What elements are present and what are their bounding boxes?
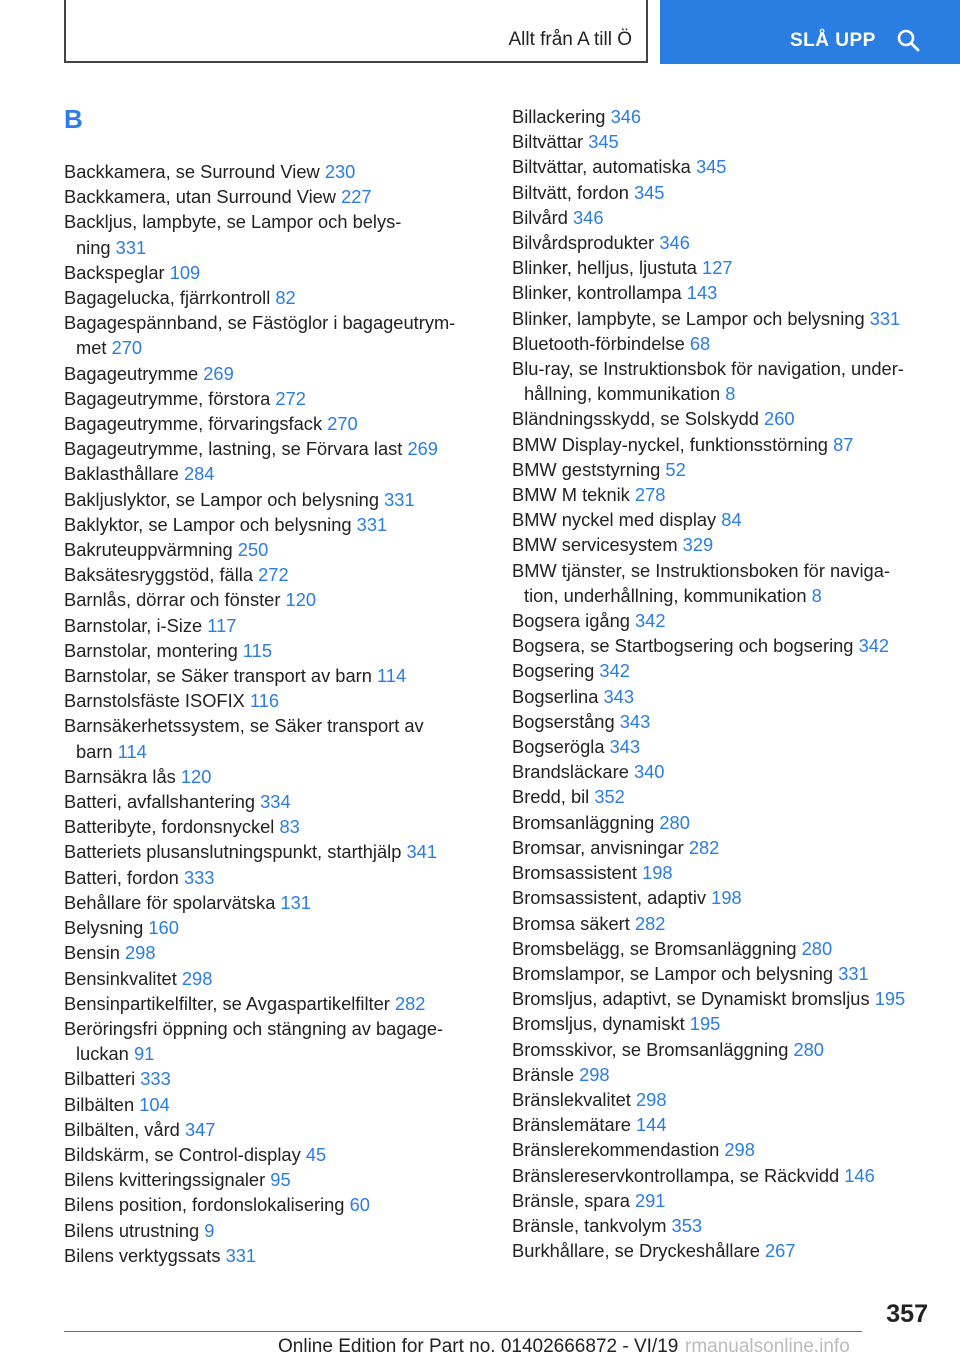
entry-text: Bränslereservkontrollampa, se Räckvidd [512,1164,840,1186]
index-entry [64,915,484,940]
index-entry [64,814,484,839]
entry-text: Biltvättar, automatiska [512,156,691,178]
entry-text: Bagageutrymme, förvaringsfack [64,413,323,435]
page-link[interactable]: 347 [184,1118,216,1140]
page-link[interactable]: 198 [711,887,742,909]
index-entry [512,810,932,835]
index-entry [512,356,932,381]
index-entry [64,613,484,638]
index-entry [64,890,484,915]
entry-text: Bensin [64,942,120,964]
index-entry [64,1066,484,1091]
page-link[interactable]: 227 [341,186,372,208]
index-entry [512,684,932,709]
page-link[interactable]: 298 [635,1088,667,1110]
index-entry [64,461,484,486]
page-link[interactable]: 342 [599,660,630,682]
page-link[interactable]: 352 [594,786,625,808]
entry-text: Barnlås, dörrar och fönster [64,589,281,611]
page-link[interactable]: 230 [324,161,356,182]
index-entry [64,764,484,789]
entry-text: Bränslekvalitet [512,1088,631,1110]
page-link[interactable]: 45 [305,1143,327,1165]
entry-text: Bogsering [512,660,595,682]
entry-text: Burkhållare, se Dryckeshållare [512,1240,760,1262]
page-link[interactable]: 345 [695,156,727,178]
entry-text: Blu-ray, se Instruktionsbok för navigation, under- [512,358,904,380]
index-entry [64,713,484,738]
page-link[interactable]: 117 [207,614,237,636]
index-entry [64,184,484,209]
page-link[interactable]: 342 [635,610,666,632]
index-entry [64,1092,484,1117]
entry-text: Bogsera igång [512,610,630,632]
index-entry [512,734,932,759]
index-entry [64,663,484,688]
page-link[interactable]: 195 [874,988,906,1010]
index-tab[interactable] [64,0,648,63]
index-entry [512,1213,932,1238]
page-link[interactable]: 278 [634,484,666,506]
index-entry [512,154,932,179]
entry-text: BMW geststyrning [512,458,661,480]
index-entry [512,936,932,961]
entry-text: Bogserlina [512,685,599,707]
entry-text: Bogsera, se Startbogsering och bogsering [512,635,854,657]
entry-text: Bilens utrustning [64,1219,200,1241]
entry-text: Bromsljus, dynamiskt [512,1013,685,1035]
page-link[interactable]: 270 [327,413,358,435]
entry-text: Bildskärm, se Control-display [64,1143,301,1165]
index-entry [64,386,484,411]
entry-text: Bakljuslyktor, se Lampor och belysning [64,488,380,510]
index-entry [512,457,932,482]
page-link[interactable]: 60 [349,1194,370,1216]
entry-text: BMW nyckel med display [512,509,717,531]
footer-divider [64,1331,862,1332]
page-link[interactable]: 143 [686,282,718,304]
entry-text: Blinker, kontrollampa [512,282,682,304]
index-entry [64,1142,484,1167]
page-link[interactable]: 331 [356,513,388,535]
index-entry [64,1167,484,1192]
entry-text: Bredd, bil [512,786,590,808]
page-link[interactable]: 104 [139,1093,170,1115]
entry-text: luckan [76,1043,129,1065]
page-link[interactable]: 345 [588,131,619,153]
entry-text: Bromsassistent, adaptiv [512,887,707,909]
index-entry [512,658,932,683]
index-entry [512,306,932,331]
page-link[interactable]: 280 [801,937,833,959]
page-link[interactable]: 8 [811,584,822,606]
index-entry [512,255,932,280]
index-entry [512,406,932,431]
index-column-right [512,104,932,1263]
page-link[interactable]: 109 [169,261,201,283]
index-entry [512,608,932,633]
index-entry [64,991,484,1016]
index-entry [64,537,484,562]
entry-text: Bromsbelägg, se Bromsanläggning [512,937,797,959]
edition-text: Online Edition for Part no. 01402666872 - VI/19 [278,1336,679,1357]
entry-text: Backspeglar [64,261,165,283]
entry-text: hållning, kommunikation [524,383,721,405]
index-entry [64,285,484,310]
index-entry [64,587,484,612]
index-entry [512,759,932,784]
index-entry [512,1062,932,1087]
index-entry [512,709,932,734]
entry-text: Bogserögla [512,736,605,758]
entry-text: Baklyktor, se Lampor och belysning [64,513,352,535]
page-link[interactable]: 334 [260,791,291,813]
entry-text: Backkamera, utan Surround View [64,186,336,208]
entry-text: Bränsle [512,1063,574,1085]
page-link[interactable]: 270 [111,337,143,359]
index-entry [64,411,484,436]
index-entry [64,1016,484,1041]
entry-text: Blinker, helljus, ljustuta [512,257,697,279]
entry-text: Bromsa säkert [512,912,630,934]
page-link[interactable]: 115 [242,639,273,661]
page-link[interactable]: 198 [642,862,673,884]
entry-text: Bromsljus, adaptivt, se Dynamiskt bromsljus [512,988,870,1010]
index-entry [512,180,932,205]
entry-text: Bensinpartikelfilter, se Avgaspartikelfilter [64,992,390,1014]
watermark: rmanualsonline.info [685,1336,850,1357]
page-link[interactable]: 280 [659,811,690,833]
entry-text: barn [76,740,113,762]
page-link[interactable]: 83 [279,816,300,838]
page-link[interactable]: 331 [838,962,869,984]
index-entry [512,961,932,986]
page-link[interactable]: 333 [183,866,215,888]
entry-text: Bränslerekommendastion [512,1139,720,1161]
page-link[interactable]: 144 [635,1114,667,1136]
entry-text: Bromsar, anvisningar [512,836,684,858]
page-link[interactable]: 114 [376,665,407,687]
entry-text: Barnsäkerhetssystem, se Säker transport av [64,715,424,737]
entry-text: Bluetooth-förbindelse [512,332,685,354]
entry-text: BMW M teknik [512,484,630,506]
entry-text: Belysning [64,917,144,939]
index-entry [512,1238,932,1263]
page-link[interactable]: 267 [765,1240,796,1262]
index-entry [512,230,932,255]
index-entry [512,1137,932,1162]
entry-text: Batteriets plusanslutningspunkt, starthjälp [64,841,402,863]
page-link[interactable]: 160 [148,917,179,939]
index-entry [512,835,932,860]
page-link[interactable]: 87 [833,433,854,455]
page-link[interactable]: 120 [180,765,212,787]
page-link[interactable]: 340 [633,761,665,783]
index-entry [64,159,484,184]
entry-text: Brandsläckare [512,761,629,783]
entry-text: Bagageutrymme, förstora [64,387,271,409]
index-entry-continuation [64,1041,484,1066]
index-entry-continuation [64,335,484,360]
index-entry [512,205,932,230]
page-link[interactable]: 331 [115,236,147,258]
entry-text: Bilvårdsprodukter [512,232,655,254]
page-link[interactable]: 333 [140,1068,171,1090]
page-link[interactable]: 298 [125,942,156,964]
page-link[interactable]: 284 [183,463,215,485]
index-entry [512,280,932,305]
entry-text: Bilvård [512,206,568,228]
page-link[interactable]: 250 [237,539,269,561]
page-link[interactable]: 120 [285,589,317,611]
page-link[interactable]: 282 [634,912,666,934]
index-entry [64,361,484,386]
index-entry [512,885,932,910]
index-entry [512,860,932,885]
index-entry [512,532,932,557]
entry-text: tion, underhållning, kommunikation [524,584,807,606]
index-entry [64,1192,484,1217]
index-entry [64,209,484,234]
page-link[interactable]: 272 [275,387,306,409]
entry-text: Bränsle, spara [512,1189,630,1211]
entry-text: Bilbatteri [64,1068,136,1090]
page-link[interactable]: 343 [619,710,651,732]
index-entry [512,432,932,457]
entry-text: Bogserstång [512,710,615,732]
entry-text: Bagageutrymme [64,362,199,384]
entry-text: Batteribyte, fordonsnyckel [64,816,275,838]
index-entry [64,789,484,814]
index-entry-continuation [512,583,932,608]
entry-text: Barnstolsfäste ISOFIX [64,690,245,712]
index-entry [512,986,932,1011]
index-entry [512,1112,932,1137]
entry-text: Bilens verktygssats [64,1244,221,1266]
index-list-left [64,159,484,1268]
entry-text: Bromsassistent [512,862,637,884]
page-link[interactable]: 298 [724,1139,755,1161]
index-entry [512,784,932,809]
index-entry [512,558,932,583]
entry-text: Bilbälten [64,1093,135,1115]
entry-text: Bilens position, fordonslokalisering [64,1194,345,1216]
page-link[interactable]: 345 [633,181,665,203]
page-link[interactable]: 131 [280,891,311,913]
entry-text: Batteri, fordon [64,866,179,888]
page-link[interactable]: 298 [579,1063,610,1085]
page-link[interactable]: 342 [858,635,890,657]
entry-text: Bromsanläggning [512,811,655,833]
entry-text: Bagageutrymme, lastning, se Förvara last [64,438,403,460]
index-entry [64,512,484,537]
entry-text: Bländningsskydd, se Solskydd [512,408,759,430]
page-link[interactable]: 260 [764,408,795,430]
search-label: SLÅ UPP [790,30,876,51]
search-icon [896,28,920,52]
page-link[interactable]: 282 [394,992,426,1014]
entry-text: Biltvättar [512,131,584,153]
page-link[interactable]: 282 [688,836,720,858]
entry-text: Barnstolar, montering [64,639,238,661]
page-link[interactable]: 346 [610,106,642,127]
entry-text: ning [76,236,111,258]
index-entry [64,436,484,461]
page-link[interactable]: 91 [133,1043,155,1065]
index-entry [64,1243,484,1268]
index-entry [64,638,484,663]
index-column-left [64,104,484,1268]
page-link[interactable]: 195 [689,1013,721,1035]
page-link[interactable]: 346 [572,206,604,228]
entry-text: Behållare för spolarvätska [64,891,276,913]
entry-text: Beröringsfri öppning och stängning av bagage- [64,1017,444,1039]
page-link[interactable]: 114 [117,740,147,762]
index-entry-continuation [512,381,932,406]
entry-text: Bränsle, tankvolym [512,1214,667,1236]
entry-text: Barnsäkra lås [64,765,176,787]
entry-text: Bilbälten, vård [64,1118,180,1140]
entry-text: Bagagespännband, se Fästöglor i bagageutrym- [64,312,456,334]
page-link[interactable]: 353 [671,1214,703,1236]
index-entry [512,1037,932,1062]
index-entry [64,487,484,512]
index-entry [512,1087,932,1112]
entry-text: Billackering [512,106,606,127]
entry-text: Bränslemätare [512,1114,631,1136]
index-entry-continuation [64,739,484,764]
page-link[interactable]: 116 [249,690,280,712]
index-entry [512,331,932,356]
page-link[interactable]: 346 [659,232,690,254]
index-entry [64,310,484,335]
page-link[interactable]: 298 [181,967,213,989]
entry-text: BMW Display-nyckel, funktionsstörning [512,433,828,455]
page-link[interactable]: 95 [270,1169,291,1191]
page-link[interactable]: 269 [407,438,438,460]
entry-text: Blinker, lampbyte, se Lampor och belysning [512,307,865,329]
entry-text: met [76,337,107,359]
page-link[interactable]: 329 [682,534,714,556]
page-link[interactable]: 84 [721,509,742,531]
page-link[interactable]: 8 [725,383,736,405]
entry-text: Biltvätt, fordon [512,181,629,203]
index-entry [512,104,932,129]
index-entry [512,1011,932,1036]
entry-text: BMW servicesystem [512,534,678,556]
page-link[interactable]: 146 [844,1164,875,1186]
page-link[interactable]: 341 [406,841,437,863]
entry-text: Batteri, avfallshantering [64,791,256,813]
page-link[interactable]: 269 [203,362,234,384]
page-link[interactable]: 291 [634,1189,666,1211]
index-entry [64,1117,484,1142]
entry-text: Bromslampor, se Lampor och belysning [512,962,834,984]
page-link[interactable]: 331 [869,307,901,329]
page-link[interactable]: 9 [204,1219,215,1241]
entry-text: Bakruteuppvärmning [64,539,233,561]
page-link[interactable]: 280 [793,1038,824,1060]
index-entry [512,507,932,532]
entry-text: Bilens kvitteringssignaler [64,1169,266,1191]
index-entry [64,1218,484,1243]
entry-text: Barnstolar, i-Size [64,614,203,636]
page-link[interactable]: 82 [275,287,296,309]
entry-text: Bensinkvalitet [64,967,177,989]
entry-text: Backkamera, se Surround View [64,161,320,182]
entry-text: BMW tjänster, se Instruktionsboken för naviga- [512,559,890,581]
index-entry [512,1188,932,1213]
page-link[interactable]: 52 [665,458,686,480]
index-entry [64,260,484,285]
index-entry [64,865,484,890]
page-link[interactable]: 343 [603,685,634,707]
page-link[interactable]: 331 [384,488,415,510]
index-entry [64,688,484,713]
index-tab-label: Allt från A till Ö [508,29,632,50]
search-button[interactable] [660,0,960,64]
page-link[interactable]: 331 [225,1244,257,1266]
index-entry [512,633,932,658]
index-list-right [512,104,932,1263]
entry-text: Bagagelucka, fjärrkontroll [64,287,271,309]
index-entry-continuation [64,235,484,260]
entry-text: Baksätesryggstöd, fälla [64,564,254,586]
index-entry [512,482,932,507]
entry-text: Barnstolar, se Säker transport av barn [64,665,372,687]
entry-text: Backljus, lampbyte, se Lampor och belys- [64,211,402,233]
page-number: 357 [886,1300,928,1328]
page-link[interactable]: 343 [609,736,641,758]
index-entry [64,940,484,965]
index-entry [64,839,484,864]
page-link[interactable]: 272 [258,564,289,586]
entry-text: Baklasthållare [64,463,179,485]
index-entry [512,129,932,154]
index-entry [64,562,484,587]
index-entry [64,966,484,991]
index-entry [512,1163,932,1188]
section-letter: B [64,104,83,134]
page-link[interactable]: 68 [689,332,711,354]
index-entry [512,911,932,936]
entry-text: Bromsskivor, se Bromsanläggning [512,1038,789,1060]
page-link[interactable]: 127 [702,257,733,279]
